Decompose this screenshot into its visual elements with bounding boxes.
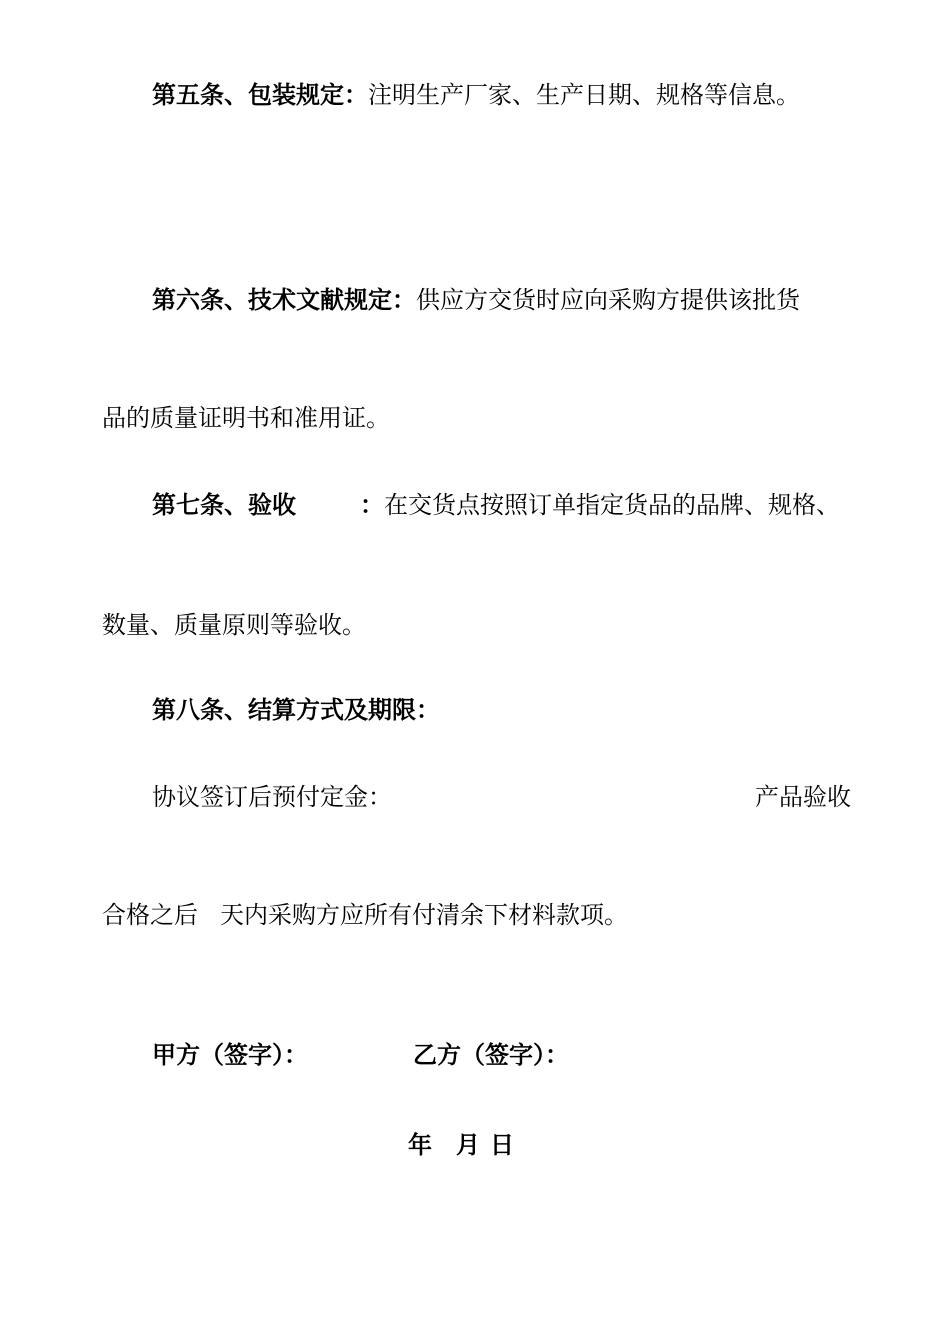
article-5-title: 第五条、包装规定：: [152, 81, 368, 109]
article-8-accept-label: 产品验收: [755, 783, 851, 811]
article-8-deposit-label: 协议签订后预付定金：: [152, 783, 392, 811]
article-7-title: 第七条、验收: [152, 491, 296, 519]
article-6-title: 第六条、技术文献规定：: [152, 286, 416, 314]
article-8-text-2a: 合格之后: [102, 901, 198, 929]
article-8-line-2: [102, 900, 628, 930]
article-7-text-1: 在交货点按照订单指定货品的品牌、规格、: [384, 491, 840, 519]
article-7-text-2: 数量、质量原则等验收。: [102, 611, 366, 639]
article-8-title: 第八条、结算方式及期限：: [152, 696, 440, 724]
article-7-colon: ：: [360, 491, 384, 519]
article-6-line-1: [152, 285, 800, 315]
article-5-text: 注明生产厂家、生产日期、规格等信息。: [368, 81, 800, 109]
article-7-line-2: [102, 610, 366, 640]
signature-date: [408, 1130, 514, 1160]
party-a-signature: 甲方（签字）：: [152, 1041, 308, 1069]
article-8-text-2b: 天内采购方应所有付清余下材料款项。: [220, 901, 628, 929]
date-year: 年: [408, 1131, 432, 1159]
date-month: 月: [456, 1131, 480, 1159]
article-6-line-2: [102, 403, 390, 433]
article-5-line: [152, 80, 800, 110]
article-7-line-1-rest: [360, 490, 840, 520]
article-7-line-1: [152, 490, 296, 520]
article-6-text-2: 品的质量证明书和准用证。: [102, 404, 390, 432]
party-b-signature: 乙方（签字）：: [413, 1041, 569, 1069]
date-day: 日: [490, 1131, 514, 1159]
article-6-text-1: 供应方交货时应向采购方提供该批货: [416, 286, 800, 314]
